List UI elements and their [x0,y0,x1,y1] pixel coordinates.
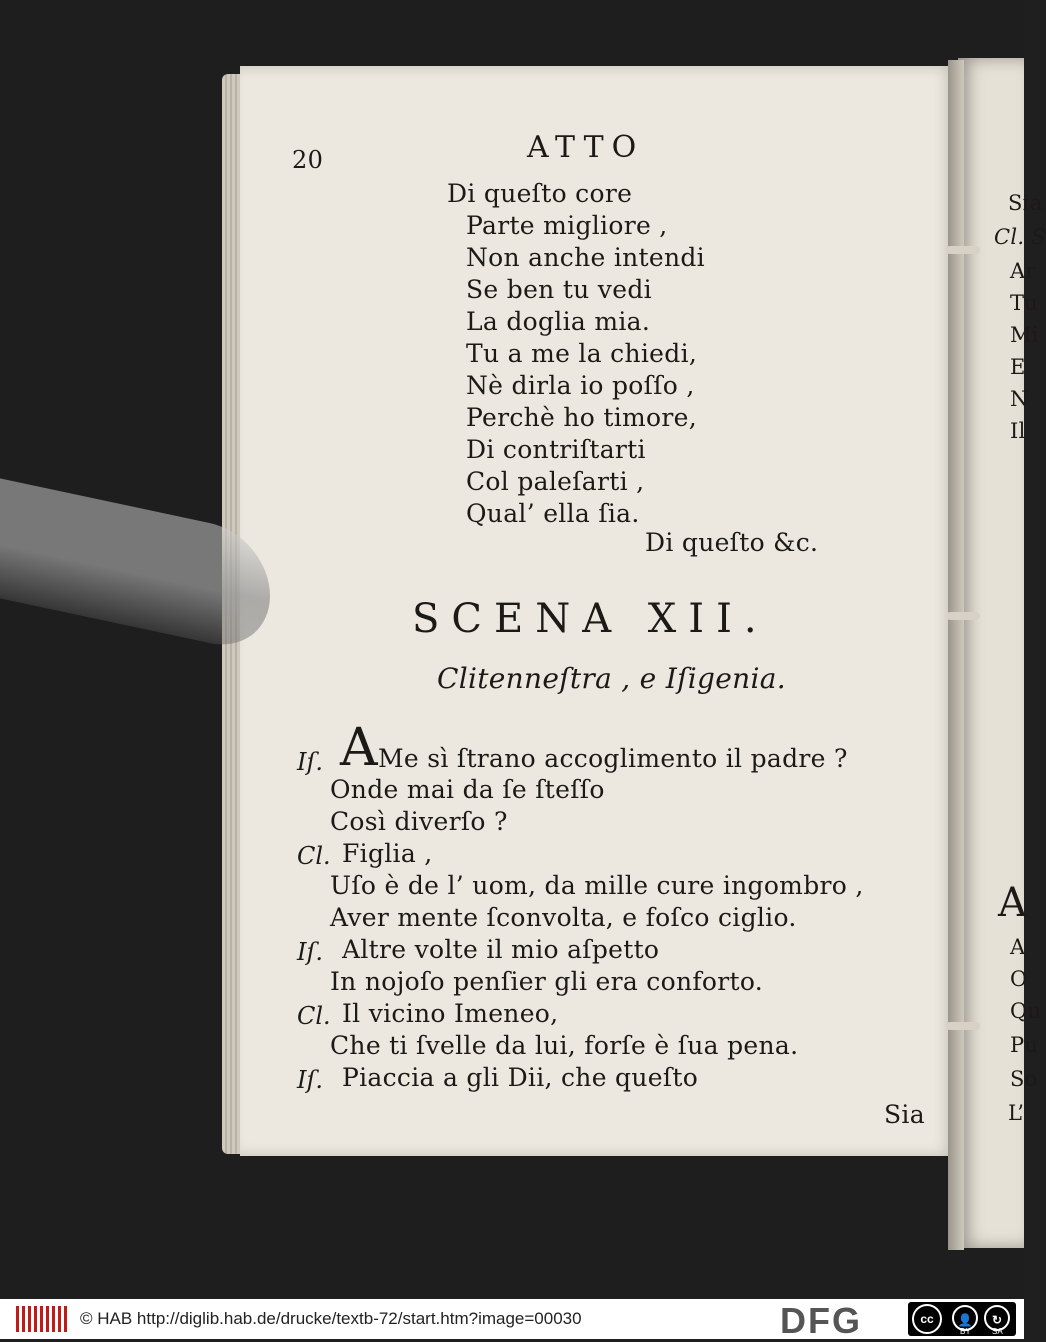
book-gutter [948,60,964,1250]
verse-line: Qual’ ella ſia. [466,499,640,528]
scene-characters: Clitenneſtra , e Iſigenia. [437,662,786,695]
speaker-label: Iſ. [297,1066,323,1094]
refrain: Di queſto &c. [645,528,819,557]
dialogue-line: Il vicino Imeneo, [342,999,559,1028]
verse-line: Nè dirla io poſſo , [466,371,695,400]
facing-fragment: L’ [1008,1101,1025,1125]
verse-line: Non anche intendi [466,243,705,272]
hab-logo-icon[interactable] [16,1306,68,1332]
speaker-label: Cl. [297,1002,331,1030]
verse-line: Di contriſtarti [466,435,646,464]
verse-line: Di queſto core [447,179,633,208]
page-number: 20 [292,146,324,174]
verse-line: Perchè ho timore, [466,403,697,432]
dialogue-line: Figlia , [342,839,433,868]
facing-fragment: Tu [1010,291,1039,315]
speaker-label: Iſ. [297,748,323,776]
catchword: Sia [884,1100,925,1129]
facing-fragment: A [998,880,1028,926]
scene-title: SCENA XII. [412,596,769,642]
drop-initial: A [340,718,378,778]
verse-line: Tu a me la chiedi, [466,339,698,368]
share-alike-icon: ↻ [984,1305,1010,1331]
dialogue-line: In nojoſo penſier gli era conforto. [330,967,764,996]
cc-icon: cc [912,1304,942,1334]
facing-fragment: Sia [1008,191,1043,215]
facing-fragment: Cl. S [994,225,1046,249]
dialogue-line: Me sì ſtrano accoglimento il padre ? [378,744,848,773]
dialogue-line: Che ti ſvelle da lui, forſe è ſua pena. [330,1031,799,1060]
dialogue-line: Piaccia a gli Dii, che queſto [342,1063,699,1092]
facing-fragment: Ar [1010,259,1036,283]
dialogue-line: Onde mai da ſe ſteſſo [330,775,605,804]
facing-fragment: N [1010,387,1029,411]
speaker-label: Cl. [297,842,331,870]
verse-line: Col paleſarti , [466,467,645,496]
facing-fragment: Pu [1010,1033,1039,1057]
by-label: BY [960,1327,971,1336]
dialogue-line: Così diverſo ? [330,807,508,836]
verse-line: La doglia mia. [466,307,651,336]
page-header: ATTO [527,130,645,165]
copyright-link[interactable]: © HAB http://diglib.hab.de/drucke/textb-72/start.htm?image=00030 [80,1309,582,1328]
facing-fragment: O [1010,967,1028,991]
facing-fragment: So [1010,1067,1038,1091]
by-attribution-icon: 👤 [952,1305,978,1331]
binding-thread [946,612,980,620]
facing-fragment: Mi [1010,323,1039,347]
sa-label: SA [992,1327,1003,1336]
dialogue-line: Altre volte il mio aſpetto [342,935,660,964]
dialogue-line: Uſo è de l’ uom, da mille cure ingombro , [330,871,864,900]
facing-fragment: A [1010,935,1026,959]
dfg-logo[interactable]: DFG [780,1300,862,1341]
dialogue-line: Aver mente ſconvolta, e foſco ciglio. [330,903,797,932]
verse-line: Se ben tu vedi [466,275,652,304]
binding-thread [946,1022,980,1030]
cc-license-badge[interactable] [908,1302,1016,1336]
binding-thread [946,246,980,254]
facing-fragment: E [1010,355,1026,379]
verse-line: Parte migliore , [466,211,668,240]
facing-fragment: Il [1010,419,1026,443]
speaker-label: Iſ. [297,938,323,966]
facing-fragment: Qu [1010,999,1042,1023]
